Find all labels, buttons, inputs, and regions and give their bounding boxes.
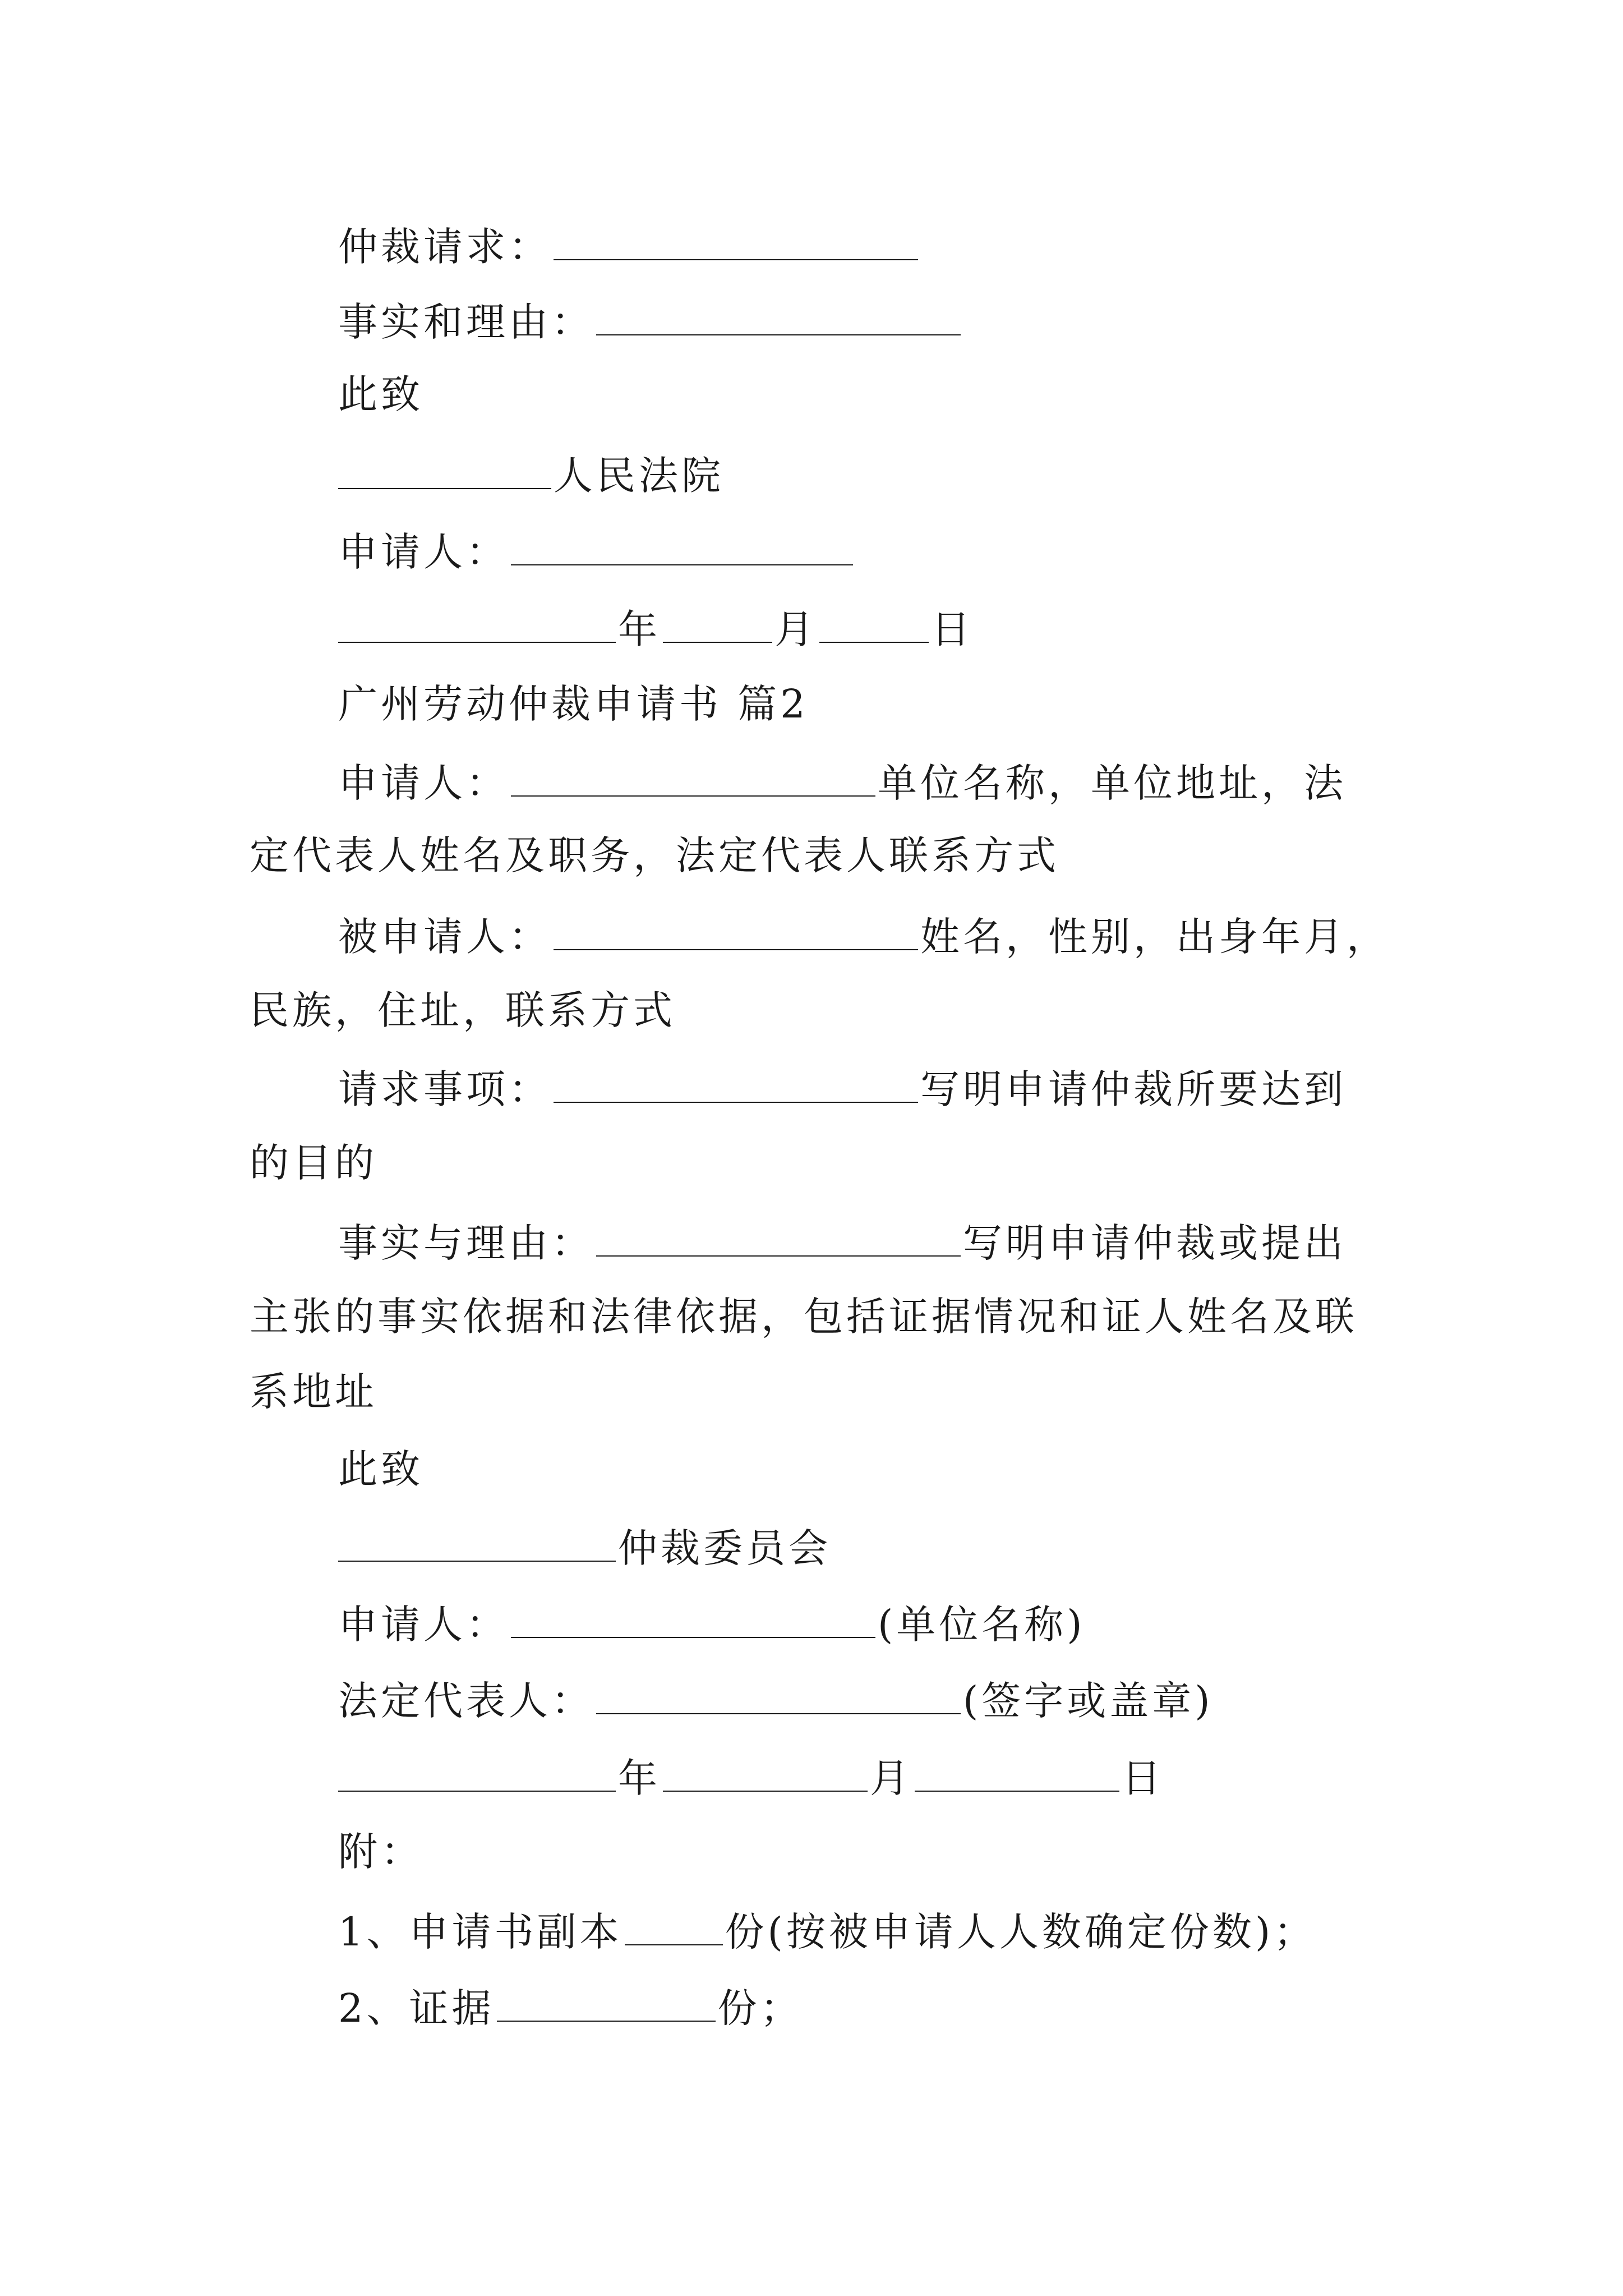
year-label: 年 bbox=[618, 1755, 661, 1801]
facts-reasons-line bbox=[338, 299, 963, 345]
blank-field[interactable] bbox=[511, 530, 853, 565]
blank-field[interactable] bbox=[596, 300, 961, 335]
blank-field[interactable] bbox=[511, 1602, 875, 1638]
year-label: 年 bbox=[618, 606, 661, 652]
signature-applicant-line bbox=[338, 1602, 1086, 1648]
text: 份(按被申请人人数确定份数)； bbox=[725, 1909, 1317, 1955]
applicant-line bbox=[338, 529, 855, 575]
signature-date-line bbox=[338, 1755, 1164, 1801]
arbitration-request-line bbox=[338, 224, 920, 270]
blank-field[interactable] bbox=[819, 607, 929, 643]
text: 份； bbox=[717, 1985, 803, 2031]
blank-field[interactable] bbox=[554, 914, 918, 950]
p4-continuation: 主张的事实依据和法律依据，包括证据情况和证人姓名及联 bbox=[250, 1294, 1358, 1340]
p1-line bbox=[338, 760, 1347, 806]
label: 事实与理由： bbox=[338, 1220, 594, 1266]
label: 仲裁请求： bbox=[338, 224, 551, 270]
label: 2、证据 bbox=[338, 1985, 495, 2031]
label: 仲裁委员会 bbox=[618, 1525, 831, 1571]
blank-field[interactable] bbox=[554, 224, 918, 260]
blank-field[interactable] bbox=[596, 1678, 961, 1714]
day-label: 日 bbox=[931, 606, 974, 652]
attachment-item-2 bbox=[338, 1985, 803, 2031]
p2-continuation: 民族，住址，联系方式 bbox=[250, 987, 676, 1033]
date-line bbox=[338, 606, 974, 652]
blank-field[interactable] bbox=[663, 1756, 868, 1792]
month-label: 月 bbox=[774, 606, 817, 652]
label: 法定代表人： bbox=[338, 1678, 594, 1724]
label: 申请人： bbox=[338, 529, 509, 575]
label: 申请人： bbox=[338, 760, 509, 806]
attachment-heading: 附： bbox=[338, 1829, 423, 1875]
text: 写明申请仲裁所要达到 bbox=[920, 1066, 1347, 1112]
day-label: 日 bbox=[1122, 1755, 1164, 1801]
text: 写明申请仲裁或提出 bbox=[963, 1220, 1347, 1266]
blank-field[interactable] bbox=[596, 1221, 961, 1257]
section-heading: 广州劳动仲裁申请书 篇2 bbox=[338, 681, 809, 727]
p4-line bbox=[338, 1220, 1347, 1266]
blank-field[interactable] bbox=[338, 607, 616, 643]
blank-field[interactable] bbox=[338, 1526, 616, 1562]
blank-field[interactable] bbox=[497, 1986, 716, 2022]
closing: 此致 bbox=[338, 1446, 423, 1492]
text: 单位名称，单位地址，法 bbox=[878, 760, 1347, 806]
label: 事实和理由： bbox=[338, 299, 594, 345]
note: (签字或盖章) bbox=[963, 1678, 1214, 1724]
label: 申请人： bbox=[338, 1602, 509, 1648]
p3-line bbox=[338, 1066, 1347, 1112]
blank-field[interactable] bbox=[338, 1756, 616, 1792]
label: 被申请人： bbox=[338, 914, 551, 960]
month-label: 月 bbox=[870, 1755, 912, 1801]
blank-field[interactable] bbox=[915, 1756, 1119, 1792]
label: 请求事项： bbox=[338, 1066, 551, 1112]
blank-field[interactable] bbox=[338, 453, 551, 489]
note: (单位名称) bbox=[878, 1602, 1086, 1648]
label: 人民法院 bbox=[554, 453, 724, 499]
court-line bbox=[338, 453, 724, 499]
blank-field[interactable] bbox=[554, 1067, 918, 1103]
signature-representative-line bbox=[338, 1678, 1214, 1724]
p1-continuation: 定代表人姓名及职务，法定代表人联系方式 bbox=[250, 832, 1059, 878]
p2-line bbox=[338, 914, 1389, 960]
salutation: 此致 bbox=[338, 371, 423, 417]
blank-field[interactable] bbox=[625, 1910, 723, 1945]
attachment-item-1 bbox=[338, 1909, 1317, 1955]
committee-line bbox=[338, 1525, 831, 1571]
blank-field[interactable] bbox=[511, 761, 875, 797]
text: 姓名，性别，出身年月， bbox=[920, 914, 1389, 960]
blank-field[interactable] bbox=[663, 607, 772, 643]
label: 1、申请书副本 bbox=[338, 1909, 623, 1955]
p3-continuation: 的目的 bbox=[250, 1140, 377, 1186]
p4-continuation: 系地址 bbox=[250, 1369, 377, 1415]
